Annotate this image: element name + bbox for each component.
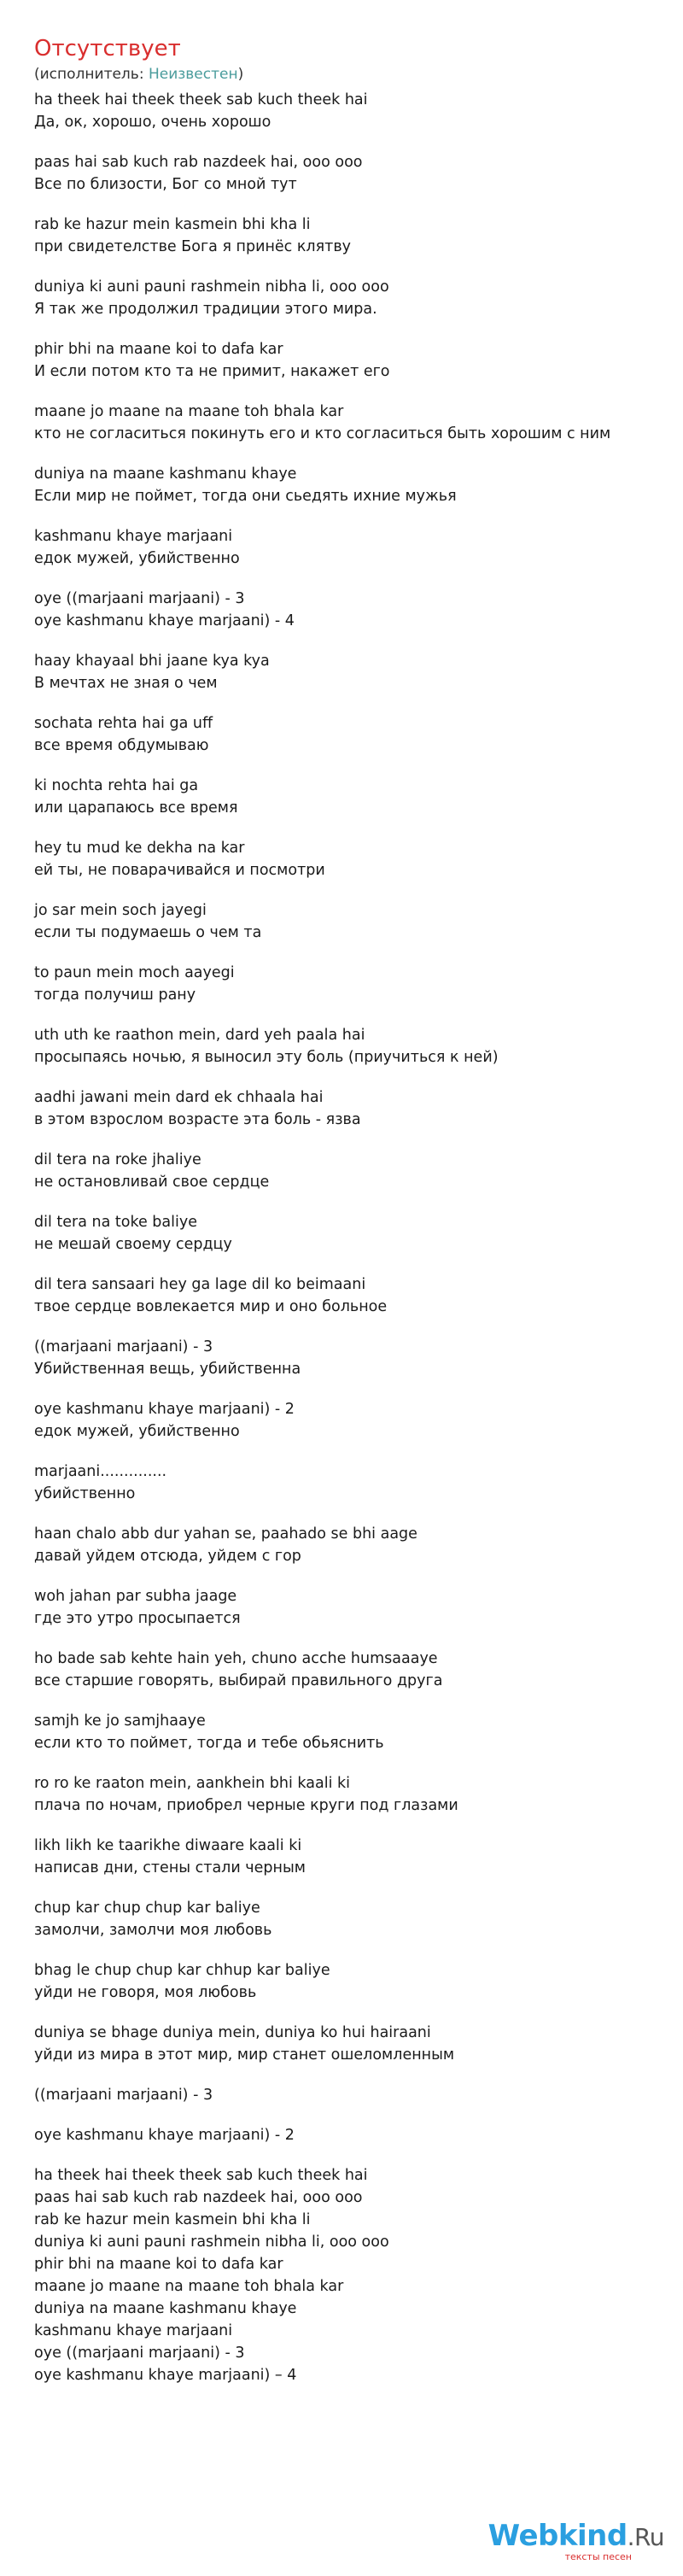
lyric-stanza [34, 650, 666, 694]
artist-prefix: (исполнитель: [34, 66, 149, 83]
lyric-line: paas hai sab kuch rab nazdeek hai, ooo ooo [34, 2189, 363, 2206]
lyric-line: не остановливай свое сердце [34, 1174, 270, 1191]
lyric-stanza [34, 2084, 666, 2106]
lyric-line: Да, ок, хорошо, очень хорошо [34, 114, 271, 131]
lyric-line: duniya se bhage duniya mein, duniya ko hui hairaani [34, 2024, 431, 2041]
lyric-line: Если мир не поймет, тогда они сьедять ихние мужья [34, 488, 457, 505]
lyric-line: ho bade sab kehte hain yeh, chuno acche humsaaaye [34, 1650, 438, 1667]
lyric-stanza [34, 1273, 666, 1318]
lyric-line: ki nochta rehta hai ga [34, 777, 199, 794]
lyric-line: oye ((marjaani marjaani) - 3 [34, 2345, 245, 2362]
lyric-line: просыпаясь ночью, я выносил эту боль (приучиться к ней) [34, 1049, 499, 1066]
lyric-stanza [34, 1461, 666, 1505]
lyric-line: maane jo maane na maane toh bhala kar [34, 403, 344, 420]
artist-link[interactable]: Неизвестен [148, 66, 238, 83]
lyric-line: maane jo maane na maane toh bhala kar [34, 2278, 344, 2295]
song-header [34, 36, 243, 84]
lyric-stanza [34, 525, 666, 570]
logo-wordmark [488, 2520, 664, 2553]
lyric-stanza [34, 1835, 666, 1879]
lyric-line: ro ro ke raaton mein, aankhein bhi kaali ki [34, 1775, 350, 1792]
lyric-line: В мечтах не зная о чем [34, 675, 218, 692]
lyric-stanza [34, 401, 666, 445]
lyric-line: где это утро просыпается [34, 1610, 241, 1627]
lyric-stanza [34, 588, 666, 632]
lyric-line: chup kar chup chup kar baliye [34, 1900, 260, 1917]
lyric-line: oye ((marjaani marjaani) - 3 [34, 590, 245, 607]
lyric-stanza [34, 1149, 666, 1193]
lyric-line: oye kashmanu khaye marjaani) - 4 [34, 612, 295, 629]
lyric-line: woh jahan par subha jaage [34, 1588, 237, 1605]
lyric-line: Я так же продолжил традиции этого мира. [34, 301, 377, 318]
lyric-line: ((marjaani marjaani) - 3 [34, 1338, 213, 1355]
lyric-line: to paun mein moch aayegi [34, 964, 235, 981]
logo-name: Webkind [487, 2519, 628, 2553]
lyric-stanza [34, 276, 666, 320]
lyric-stanza [34, 151, 666, 196]
lyric-stanza [34, 2164, 666, 2386]
lyric-line: при свидетелстве Бога я принёс клятву [34, 238, 352, 255]
lyric-line: uth uth ke raathon mein, dard yeh paala hai [34, 1027, 365, 1044]
lyric-stanza [34, 962, 666, 1006]
lyric-line: едок мужей, убийственно [34, 550, 240, 567]
lyric-line: dil tera sansaari hey ga lage dil ko beimaani [34, 1276, 366, 1293]
lyric-line: hey tu mud ke dekha na kar [34, 840, 245, 857]
lyrics-body [34, 89, 666, 2404]
lyric-line: если кто то поймет, тогда и тебе обьяснить [34, 1735, 384, 1752]
lyric-stanza [34, 899, 666, 944]
lyric-line: едок мужей, убийственно [34, 1423, 240, 1440]
lyric-stanza [34, 1523, 666, 1567]
lyric-line: oye kashmanu khaye marjaani) - 2 [34, 1401, 295, 1418]
lyric-line: haan chalo abb dur yahan se, paahado se bhi aage [34, 1525, 417, 1543]
lyric-stanza [34, 1398, 666, 1443]
lyric-line: написав дни, стены стали черным [34, 1859, 306, 1876]
lyric-line: phir bhi na maane koi to dafa kar [34, 2256, 283, 2273]
lyric-stanza [34, 2022, 666, 2066]
lyric-line: Убийственная вещь, убийственна [34, 1361, 301, 1378]
logo-tld: .Ru [627, 2523, 664, 2551]
lyric-stanza [34, 463, 666, 507]
lyric-line: duniya ki auni pauni rashmein nibha li, ooo ooo [34, 278, 389, 296]
lyric-line: ((marjaani marjaani) - 3 [34, 2087, 213, 2104]
lyric-line: dil tera na roke jhaliye [34, 1151, 201, 1168]
lyric-line: уйди не говоря, моя любовь [34, 1984, 257, 2001]
lyric-stanza [34, 837, 666, 881]
lyric-stanza [34, 338, 666, 383]
lyric-line: sochata rehta hai ga uff [34, 715, 213, 732]
logo-tagline: тексты песен [564, 2551, 632, 2562]
lyric-stanza [34, 1897, 666, 1941]
lyric-line: И если потом кто та не примит, накажет его [34, 363, 390, 380]
lyric-line: oye kashmanu khaye marjaani) - 2 [34, 2127, 295, 2144]
lyric-line: кто не согласиться покинуть его и кто согласиться быть хорошим с ним [34, 425, 611, 442]
site-logo[interactable] [488, 2520, 664, 2562]
lyric-stanza [34, 214, 666, 258]
lyric-line: все время обдумываю [34, 737, 209, 754]
lyric-line: не мешай своему сердцу [34, 1236, 232, 1253]
lyric-stanza [34, 1772, 666, 1817]
lyric-line: ha theek hai theek theek sab kuch theek hai [34, 91, 368, 108]
lyric-stanza [34, 712, 666, 757]
lyric-line: все старшие говорять, выбирай правильного друга [34, 1672, 443, 1689]
lyric-line: твое сердце вовлекается мир и оно больное [34, 1298, 388, 1315]
lyric-line: kashmanu khaye marjaani [34, 2322, 233, 2339]
lyric-line: haay khayaal bhi jaane kya kya [34, 653, 270, 670]
lyric-line: в этом взрослом возрасте эта боль - язва [34, 1111, 361, 1128]
lyric-stanza [34, 89, 666, 133]
lyric-line: Все по близости, Бог со мной тут [34, 176, 297, 193]
lyric-line: уйди из мира в этот мир, мир станет ошеломленным [34, 2046, 455, 2064]
lyric-line: или царапаюсь все время [34, 799, 238, 817]
lyric-stanza [34, 1024, 666, 1068]
lyric-line: ha theek hai theek theek sab kuch theek hai [34, 2167, 368, 2184]
lyric-stanza [34, 2124, 666, 2146]
lyric-line: kashmanu khaye marjaani [34, 528, 233, 545]
lyric-line: oye kashmanu khaye marjaani) – 4 [34, 2367, 297, 2384]
lyric-line: phir bhi na maane koi to dafa kar [34, 341, 283, 358]
lyric-line: убийственно [34, 1485, 136, 1502]
lyric-line: тогда получиш рану [34, 986, 196, 1004]
lyric-line: плача по ночам, приобрел черные круги под глазами [34, 1797, 458, 1814]
lyric-line: давай уйдем отсюда, уйдем с гор [34, 1548, 301, 1565]
lyric-stanza [34, 1959, 666, 2004]
lyric-stanza [34, 775, 666, 819]
song-title: Отсутствует [34, 36, 181, 61]
artist-line [34, 65, 243, 84]
lyric-stanza [34, 1211, 666, 1256]
lyric-line: ей ты, не поварачивайся и посмотри [34, 862, 325, 879]
lyric-line: paas hai sab kuch rab nazdeek hai, ooo ooo [34, 154, 363, 171]
lyric-line: duniya na maane kashmanu khaye [34, 465, 297, 483]
lyric-line: rab ke hazur mein kasmein bhi kha li [34, 2211, 311, 2228]
lyric-line: если ты подумаешь о чем та [34, 924, 262, 941]
lyric-line: likh likh ke taarikhe diwaare kaali ki [34, 1837, 302, 1854]
lyric-line: dil tera na toke baliye [34, 1214, 197, 1231]
lyric-line: duniya na maane kashmanu khaye [34, 2300, 297, 2317]
lyric-stanza [34, 1710, 666, 1754]
lyric-line: jo sar mein soch jayegi [34, 902, 207, 919]
lyric-line: замолчи, замолчи моя любовь [34, 1922, 272, 1939]
lyric-line: bhag le chup chup kar chhup kar baliye [34, 1962, 330, 1979]
lyric-line: duniya ki auni pauni rashmein nibha li, ooo ooo [34, 2234, 389, 2251]
lyric-stanza [34, 1648, 666, 1692]
lyric-stanza [34, 1585, 666, 1630]
lyric-line: marjaani.............. [34, 1463, 167, 1480]
lyric-stanza [34, 1086, 666, 1131]
lyric-line: samjh ke jo samjhaaye [34, 1712, 206, 1730]
lyric-line: aadhi jawani mein dard ek chhaala hai [34, 1089, 324, 1106]
lyric-stanza [34, 1336, 666, 1380]
artist-suffix: ) [237, 66, 244, 83]
lyric-line: rab ke hazur mein kasmein bhi kha li [34, 216, 311, 233]
